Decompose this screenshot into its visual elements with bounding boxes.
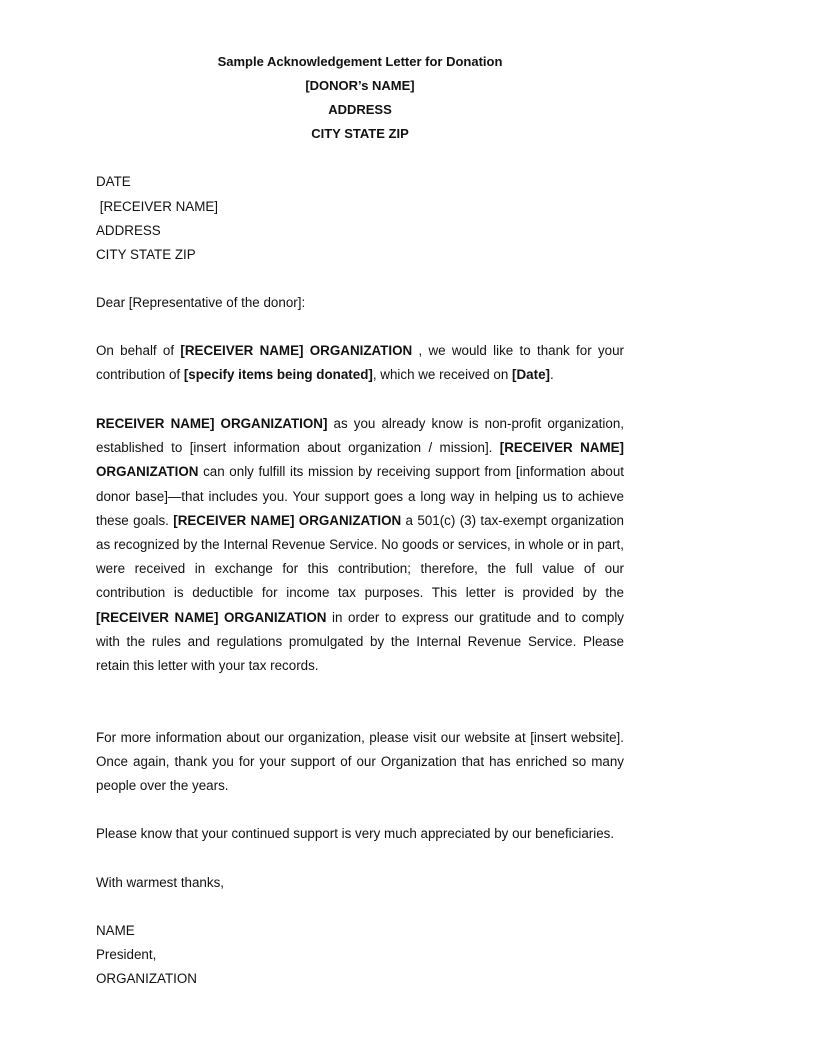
letter-date: DATE: [96, 174, 131, 189]
text-span: in order to express our gratitude and to comply with the rules and regulations promulgated by the Internal Revenue Service. Please retain this letter with your tax records.: [96, 609, 624, 674]
receiver-org-placeholder: [RECEIVER NAME] ORGANIZATION: [96, 440, 624, 480]
text-span: can only fulfill its mission by receiving support from [information about donor base]—that includes you. Your support goes a long way in helping us to achieve these goals.: [96, 464, 624, 528]
closing: With warmest thanks,: [96, 875, 224, 890]
donor-city-state-zip: CITY STATE ZIP: [311, 126, 409, 141]
receiver-name: [RECEIVER NAME]: [96, 199, 219, 214]
text-span: a 501(c) (3) tax-exempt organization as recognized by the Internal Revenue Service. No goods or services, in whole or in part, were received in exchange for this contribution; therefore, the full value of our contribution is deductible for income tax purposes. This letter is provided by the: [96, 512, 624, 601]
signature-organization: ORGANIZATION: [96, 971, 197, 986]
items-placeholder: [specify items being donated]: [183, 367, 373, 383]
date-placeholder: [Date]: [512, 367, 550, 383]
receiver-address: ADDRESS: [96, 223, 161, 238]
receiver-city-state-zip: CITY STATE ZIP: [96, 247, 196, 262]
paragraph-organization: [96, 412, 624, 678]
receiver-org-placeholder: [RECEIVER NAME] ORGANIZATION: [180, 343, 413, 358]
salutation: Dear [Representative of the donor]:: [96, 295, 306, 310]
donor-address: ADDRESS: [328, 102, 392, 117]
text-span: On behalf of: [96, 343, 181, 358]
text-span: , we would like to thank for your contribution of: [96, 343, 624, 383]
text-span: as you already know is non-profit organization, established to [insert information about organization / mission].: [96, 416, 624, 456]
receiver-org-placeholder: [RECEIVER NAME] ORGANIZATION: [96, 609, 327, 625]
paragraph-thanks: [96, 339, 624, 387]
signature-name: NAME: [96, 923, 135, 938]
paragraph-more-info: For more information about our organization, please visit our website at [insert website]. Once again, thank you for your support of our Organization that has enriched so many people over the years.: [96, 730, 624, 794]
text-span: , which we received on: [372, 367, 513, 383]
receiver-org-placeholder: [RECEIVER NAME] ORGANIZATION: [173, 512, 402, 528]
signature-title: President,: [96, 947, 157, 962]
paragraph-appreciation: Please know that your continued support is very much appreciated by our beneficiaries.: [96, 826, 615, 841]
text-span: .: [549, 367, 554, 383]
receiver-org-placeholder: RECEIVER NAME] ORGANIZATION]: [96, 416, 328, 431]
donor-name: [DONOR’s NAME]: [305, 78, 415, 93]
letter-title: Sample Acknowledgement Letter for Donation: [217, 54, 503, 69]
